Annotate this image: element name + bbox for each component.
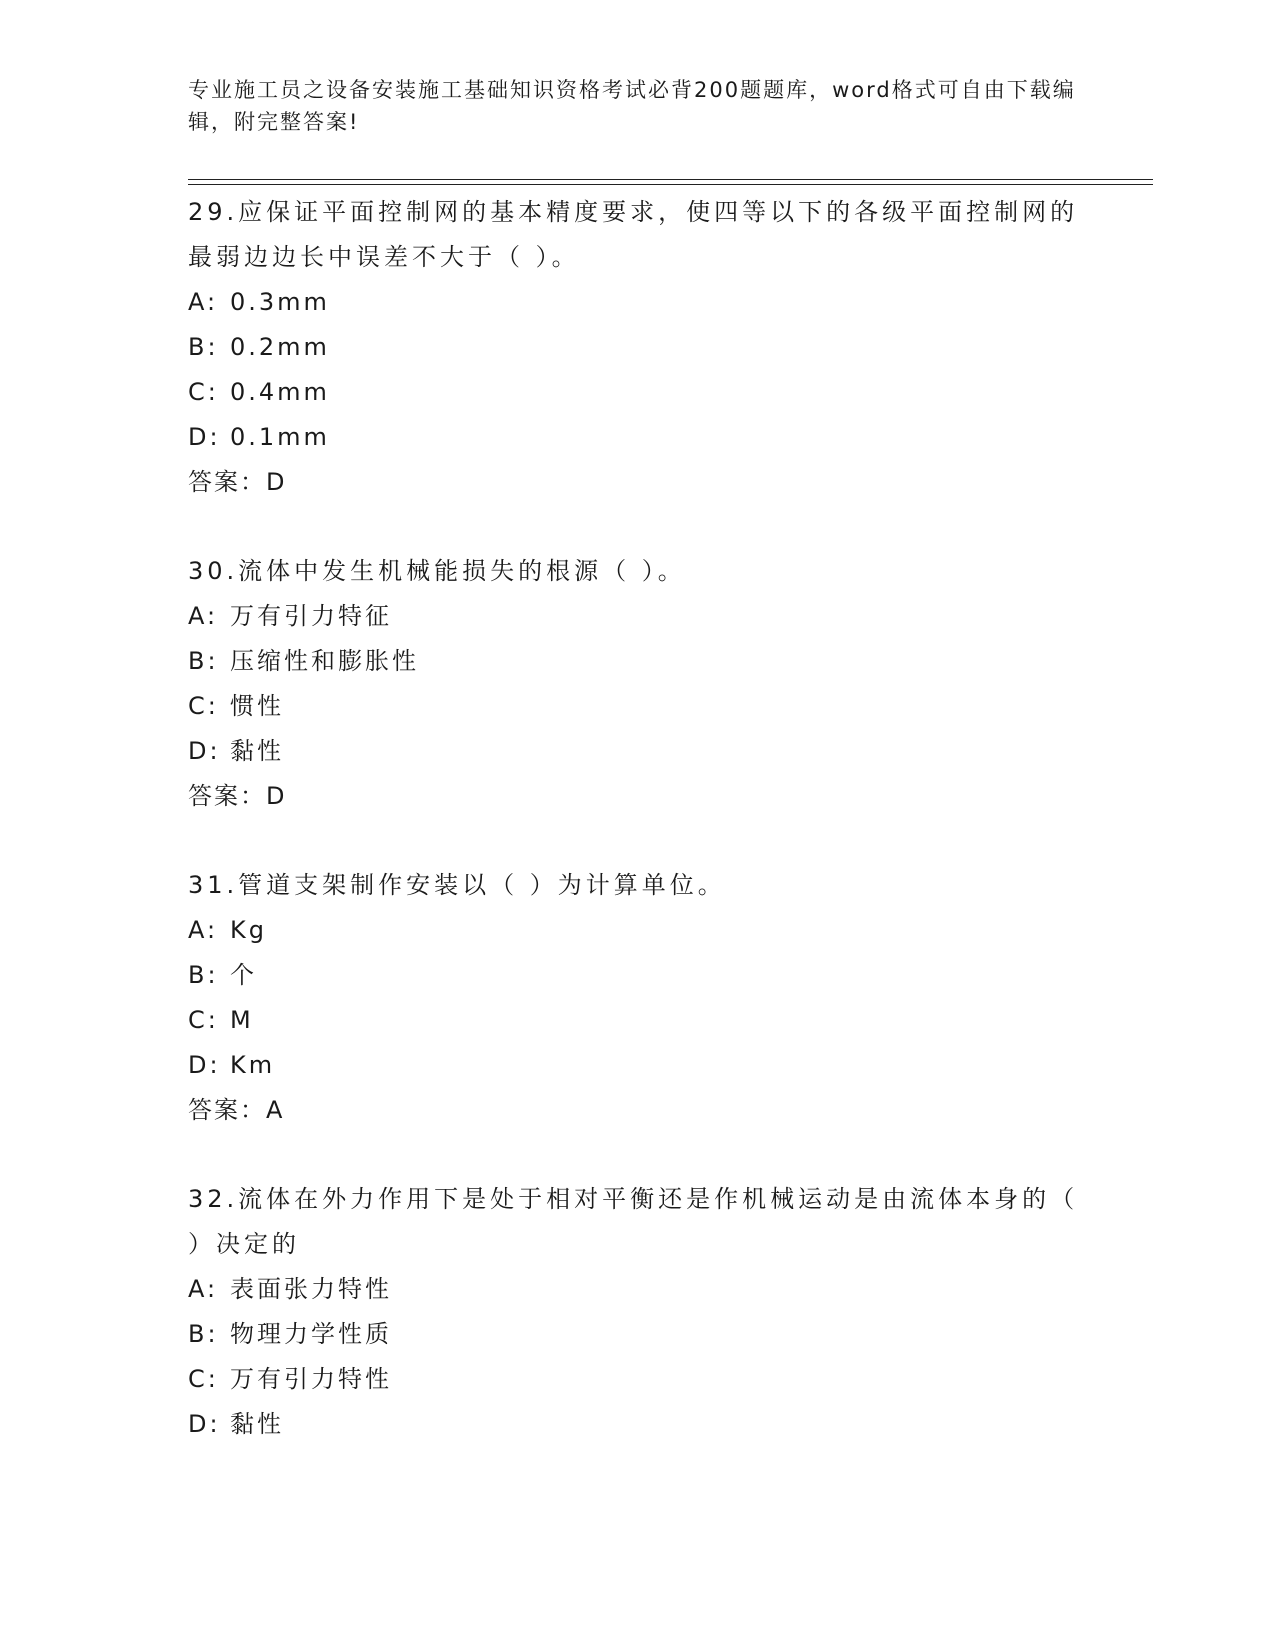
option-label: D: [188, 1410, 221, 1438]
option-text: 惯性 [230, 692, 284, 720]
option-label: A: [188, 602, 219, 630]
option-label: D: [188, 737, 221, 765]
option-d [188, 1402, 1088, 1447]
header-divider-bottom [188, 184, 1153, 185]
option-label: B: [188, 333, 219, 361]
option-text: 个 [230, 961, 257, 989]
question-text: 32.流体在外力作用下是处于相对平衡还是作机械运动是由流体本身的（ ）决定的 [188, 1185, 1079, 1258]
answer-line: 答案：A [188, 1096, 285, 1124]
question-text: 29.应保证平面控制网的基本精度要求，使四等以下的各级平面控制网的最弱边边长中误差不大于（ ）。 [188, 198, 1079, 271]
header-divider-top [188, 179, 1153, 180]
option-c [188, 684, 1088, 729]
option-a [188, 280, 1088, 325]
option-a [188, 1267, 1088, 1312]
option-label: B: [188, 647, 219, 675]
question-text: 31.管道支架制作安装以（ ）为计算单位。 [188, 871, 726, 899]
option-text: 压缩性和膨胀性 [230, 647, 419, 675]
option-text: 万有引力特征 [230, 602, 392, 630]
option-text: 0.1mm [230, 423, 330, 451]
answer-line: 答案：D [188, 468, 287, 496]
option-a [188, 908, 1088, 953]
option-label: B: [188, 1320, 219, 1348]
question-29 [188, 190, 1088, 505]
option-label: C: [188, 1006, 219, 1034]
option-b [188, 639, 1088, 684]
option-label: A: [188, 288, 219, 316]
option-a [188, 594, 1088, 639]
question-list [188, 190, 1088, 1491]
option-label: D: [188, 1051, 221, 1079]
option-c [188, 998, 1088, 1043]
option-label: C: [188, 1365, 219, 1393]
option-text: 0.2mm [230, 333, 330, 361]
option-label: C: [188, 692, 219, 720]
option-label: A: [188, 1275, 219, 1303]
option-text: 0.4mm [230, 378, 330, 406]
option-b [188, 325, 1088, 370]
answer-line: 答案：D [188, 782, 287, 810]
question-31 [188, 863, 1088, 1133]
option-text: 黏性 [230, 1410, 284, 1438]
option-text: 万有引力特性 [230, 1365, 392, 1393]
option-label: D: [188, 423, 221, 451]
option-text: Km [230, 1051, 276, 1079]
option-label: B: [188, 961, 219, 989]
document-header [188, 74, 1088, 138]
option-label: C: [188, 378, 219, 406]
option-text: 表面张力特性 [230, 1275, 392, 1303]
question-30 [188, 549, 1088, 819]
option-text: 物理力学性质 [230, 1320, 392, 1348]
option-d [188, 729, 1088, 774]
option-c [188, 370, 1088, 415]
question-32 [188, 1177, 1088, 1447]
option-d [188, 1043, 1088, 1088]
option-text: 0.3mm [230, 288, 330, 316]
option-text: 黏性 [230, 737, 284, 765]
question-text: 30.流体中发生机械能损失的根源（ ）。 [188, 557, 686, 585]
option-b [188, 1312, 1088, 1357]
option-label: A: [188, 916, 219, 944]
option-text: Kg [230, 916, 267, 944]
option-d [188, 415, 1088, 460]
option-c [188, 1357, 1088, 1402]
option-text: M [230, 1006, 254, 1034]
option-b [188, 953, 1088, 998]
document-title: 专业施工员之设备安装施工基础知识资格考试必背200题题库，word格式可自由下载编辑，附完整答案! [188, 78, 1076, 134]
